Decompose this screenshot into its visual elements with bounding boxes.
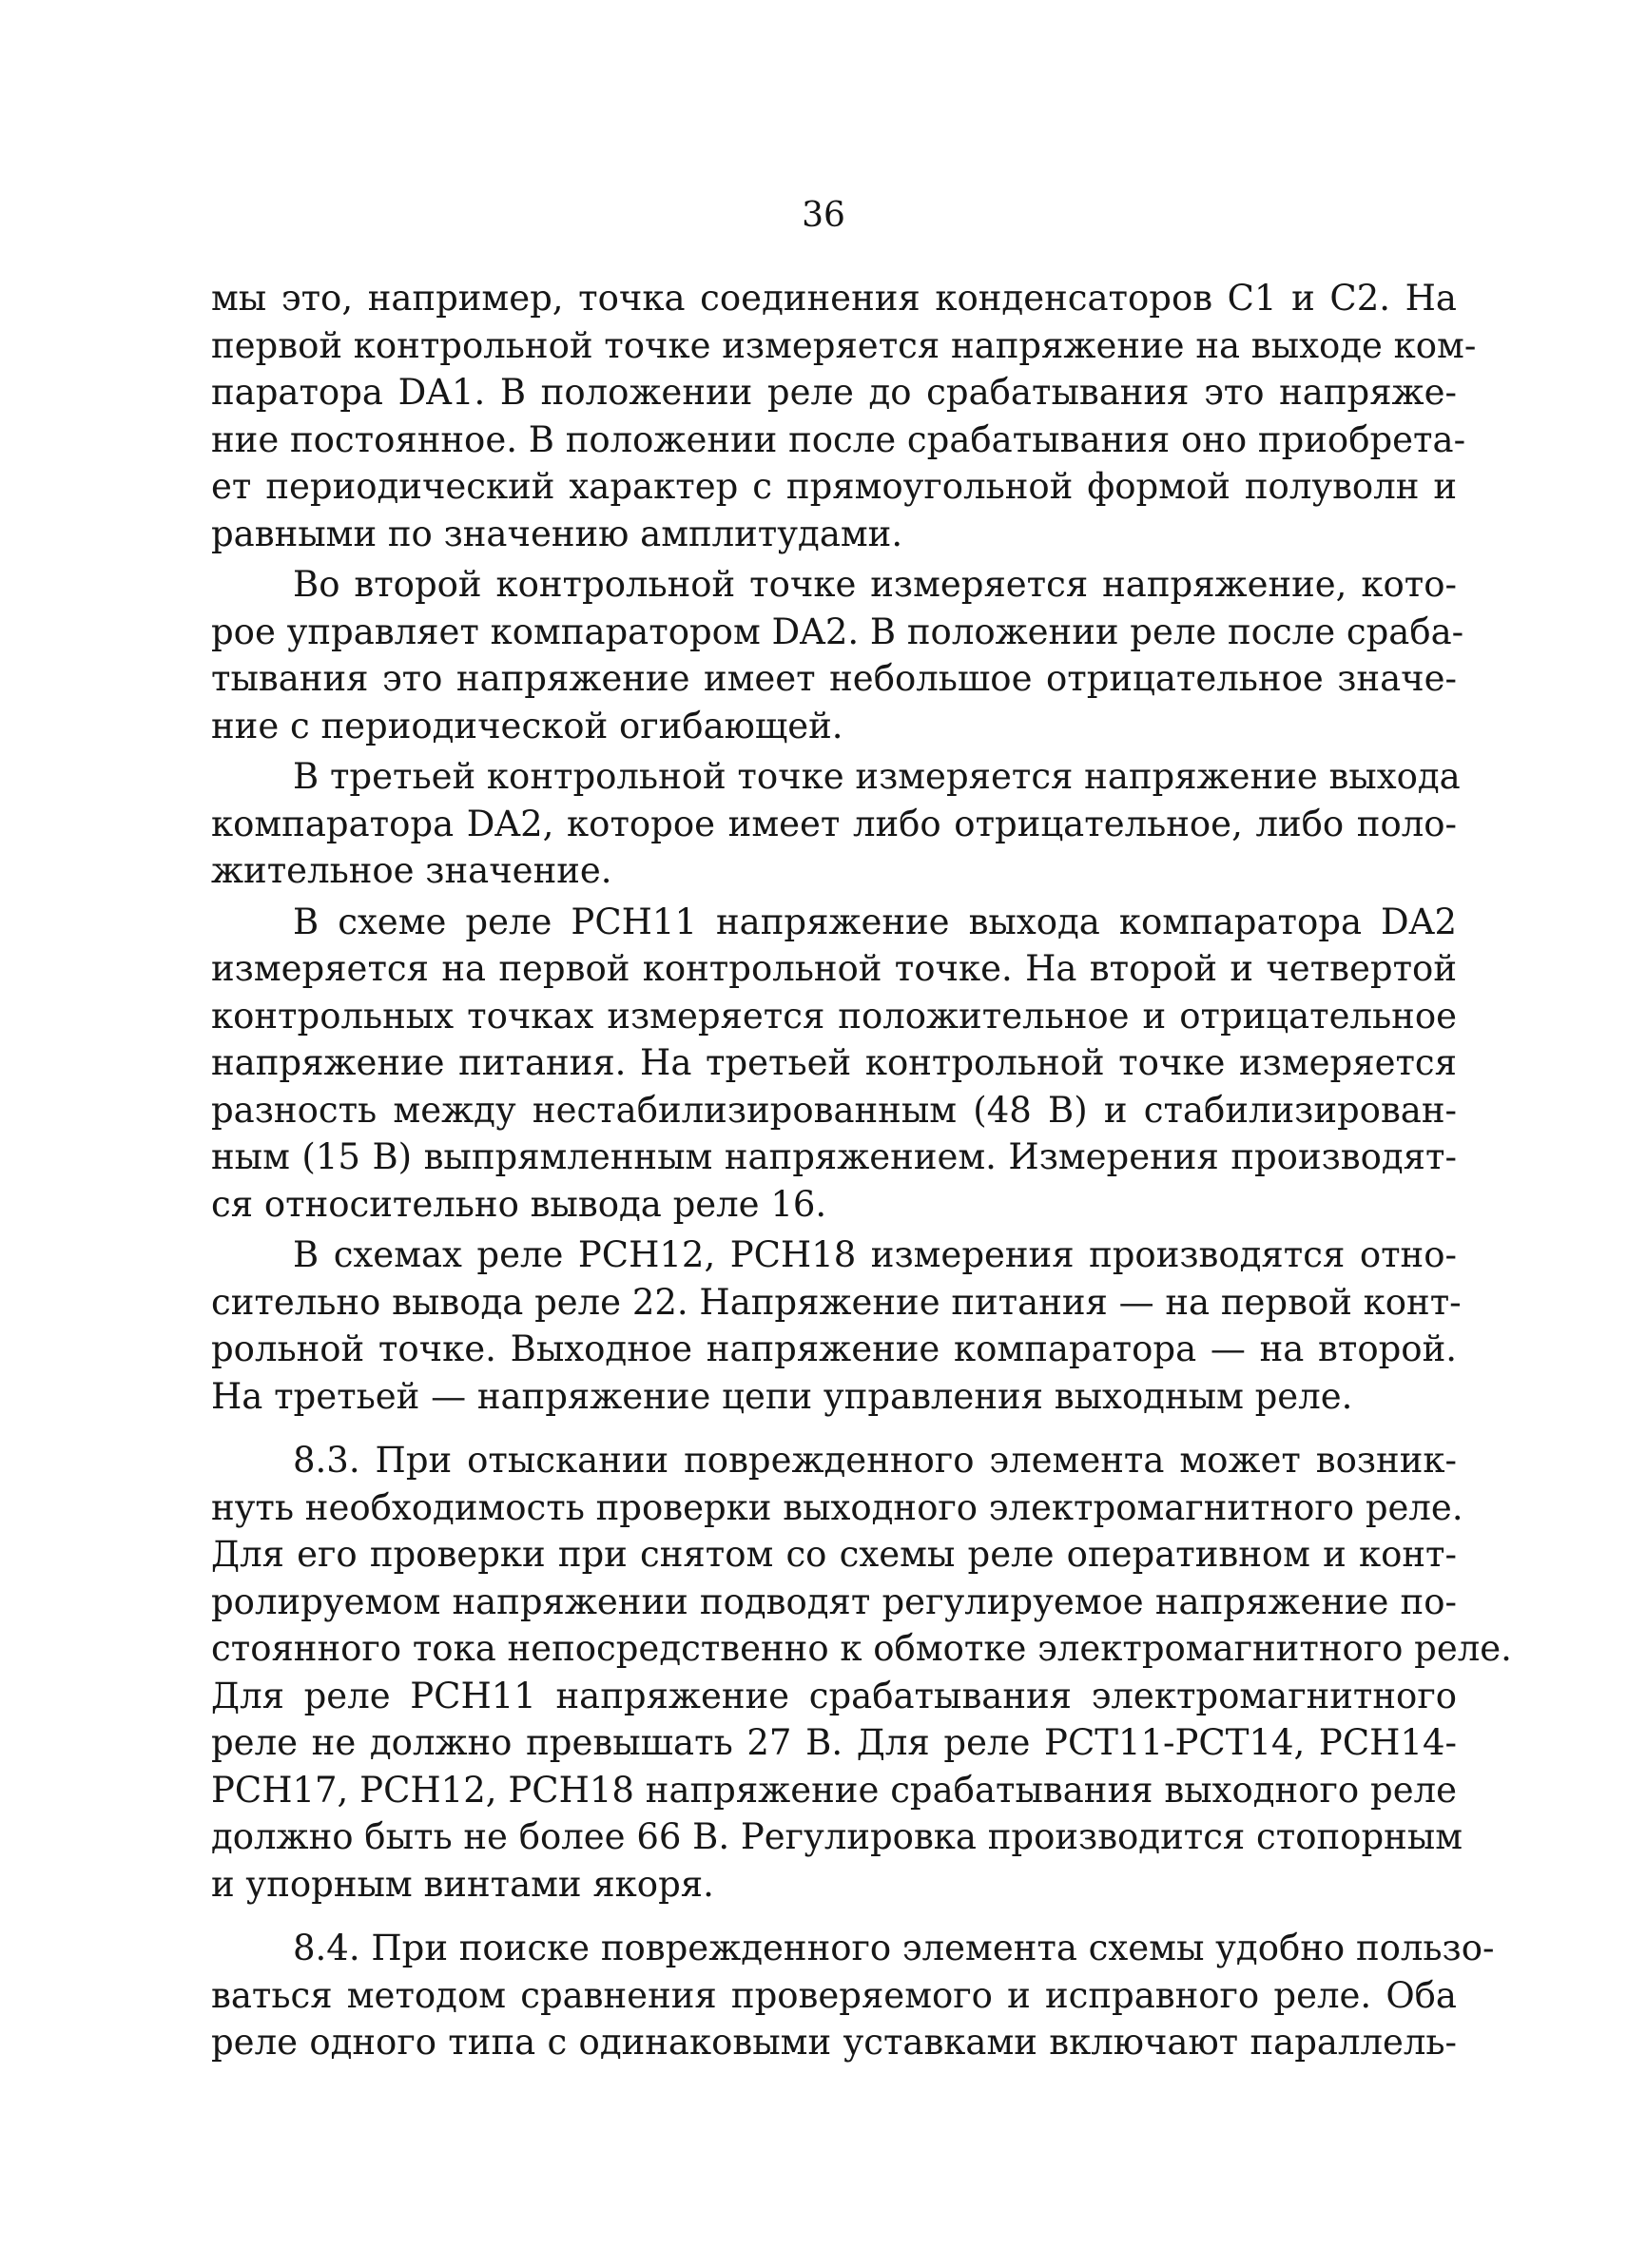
text-line: В схемах реле РСН12, РСН18 измерения производятся отно- xyxy=(293,1234,1457,1275)
paragraph-2 xyxy=(211,561,1464,749)
text-line: компаратора DA2, которое имеет либо отрицательное, либо поло- xyxy=(211,803,1457,844)
text-line: ние с периодической огибающей. xyxy=(211,705,843,746)
text-line: реле одного типа с одинаковыми уставками включают параллель- xyxy=(211,2022,1457,2063)
body-text xyxy=(211,275,1512,2066)
text-line: должно быть не более 66 В. Регулировка производится стопорным xyxy=(211,1816,1463,1857)
text-line: Для его проверки при снятом со схемы реле оперативном и конт- xyxy=(211,1534,1457,1575)
text-line: реле не должно превышать 27 В. Для реле РСТ11-РСТ14, РСН14- xyxy=(211,1722,1457,1763)
text-line: рое управляет компаратором DA2. В положении реле после сраба- xyxy=(211,611,1464,652)
text-line: равными по значению амплитудами. xyxy=(211,513,903,554)
text-line: Для реле РСН11 напряжение срабатывания электромагнитного xyxy=(211,1675,1457,1716)
text-line: и упорным винтами якоря. xyxy=(211,1863,714,1905)
text-line: В схеме реле РСН11 напряжение выхода компаратора DA2 xyxy=(293,901,1457,942)
text-line: В третьей контрольной точке измеряется напряжение выхода xyxy=(293,756,1461,797)
text-line: контрольных точках измеряется положительное и отрицательное xyxy=(211,995,1457,1037)
text-line: ным (15 В) выпрямленным напряжением. Измерения производят- xyxy=(211,1136,1457,1177)
text-line: На третьей — напряжение цепи управления выходным реле. xyxy=(211,1375,1353,1417)
text-line: 8.3. При отыскании поврежденного элемента может возник- xyxy=(293,1440,1457,1481)
text-line: ся относительно вывода реле 16. xyxy=(211,1183,827,1225)
text-line: измеряется на первой контрольной точке. На второй и четвертой xyxy=(211,948,1457,989)
paragraph-1 xyxy=(211,275,1477,557)
text-line: Во второй контрольной точке измеряется напряжение, кото- xyxy=(293,564,1457,605)
text-line: жительное значение. xyxy=(211,850,612,891)
text-line: сительно вывода реле 22. Напряжение питания — на первой конт- xyxy=(211,1281,1462,1323)
text-line: разность между нестабилизированным (48 В) и стабилизирован- xyxy=(211,1089,1457,1131)
text-line: паратора DA1. В положении реле до срабатывания это напряже- xyxy=(211,372,1457,413)
text-line: первой контрольной точке измеряется напряжение на выходе ком- xyxy=(211,324,1477,366)
text-line: напряжение питания. На третьей контрольной точке измеряется xyxy=(211,1042,1457,1083)
text-line: рольной точке. Выходное напряжение компаратора — на второй. xyxy=(211,1328,1457,1369)
paragraph-7-section-8-4 xyxy=(211,1925,1495,2066)
text-line: ет периодический характер с прямоугольной формой полуволн и xyxy=(211,466,1457,507)
text-line: ние постоянное. В положении после срабатывания оно приобрета- xyxy=(211,418,1466,460)
text-line: тывания это напряжение имеет небольшое отрицательное значе- xyxy=(211,658,1457,699)
text-line: мы это, например, точка соединения конденсаторов C1 и C2. На xyxy=(211,278,1457,319)
paragraph-4 xyxy=(211,899,1457,1229)
text-line: ролируемом напряжении подводят регулируемое напряжение по- xyxy=(211,1580,1457,1622)
paragraph-3 xyxy=(211,753,1461,895)
paragraph-6-section-8-3 xyxy=(211,1437,1512,1908)
text-line: ваться методом сравнения проверяемого и исправного реле. Оба xyxy=(211,1974,1457,2016)
page-number: 36 xyxy=(802,196,845,235)
text-line: нуть необходимость проверки выходного электромагнитного реле. xyxy=(211,1486,1463,1528)
text-line: стоянного тока непосредственно к обмотке электромагнитного реле. xyxy=(211,1628,1512,1669)
text-line: 8.4. При поиске поврежденного элемента схемы удобно пользо- xyxy=(293,1928,1495,1968)
paragraph-5 xyxy=(211,1231,1462,1420)
text-line: РСН17, РСН12, РСН18 напряжение срабатывания выходного реле xyxy=(211,1769,1457,1811)
